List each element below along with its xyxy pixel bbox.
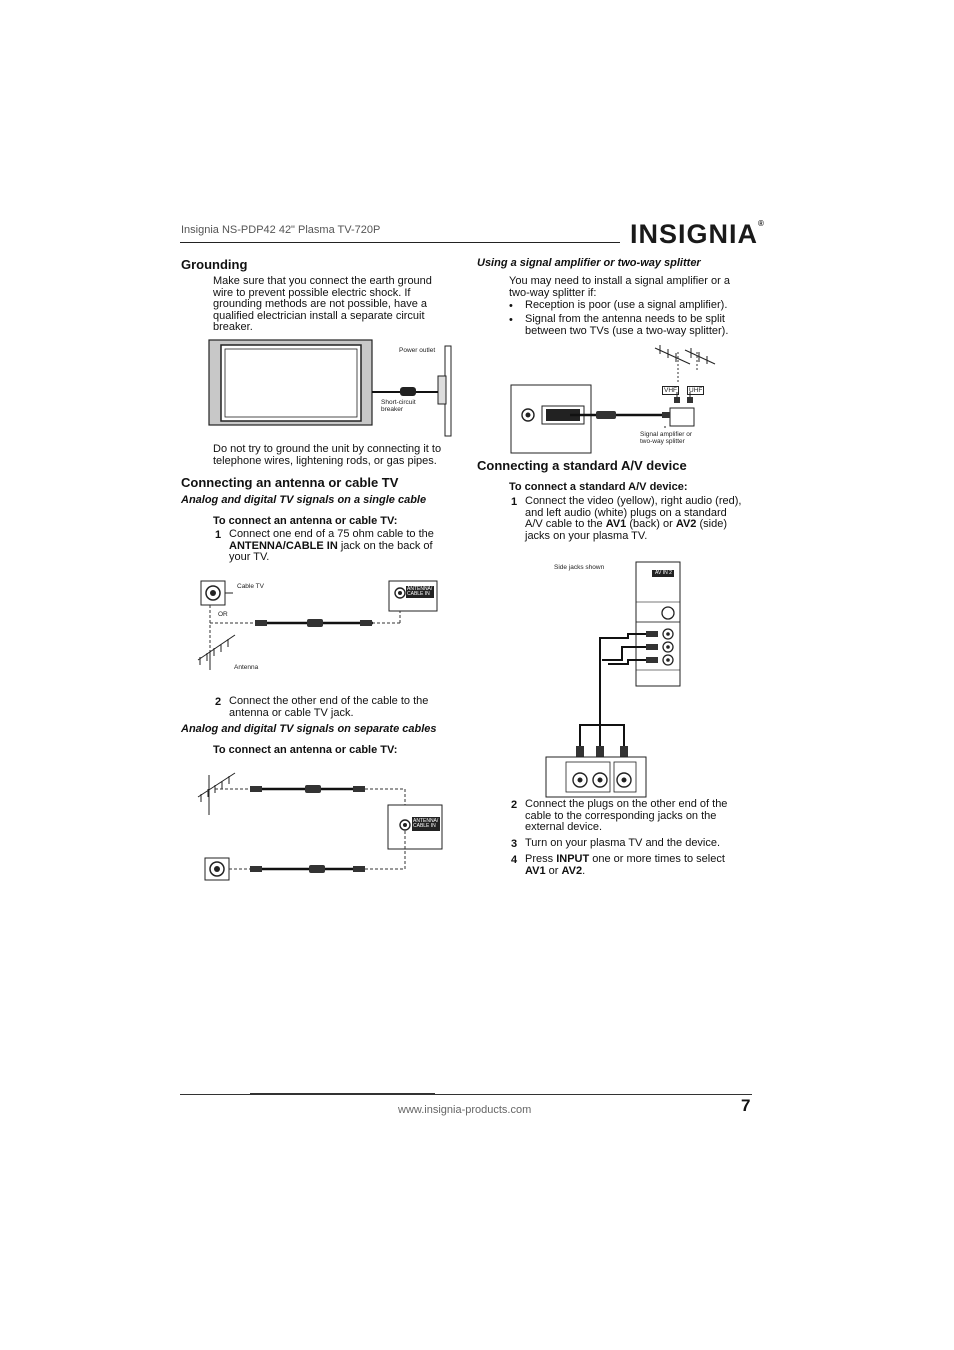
vhf-label: VHF [664, 387, 677, 394]
antenna-heading: Connecting an antenna or cable TV [181, 475, 399, 490]
splitter-intro: You may need to install a signal amplifier or a two-way splitter if: [509, 275, 730, 299]
separate-cables-heading: Analog and digital TV signals on separate cables [181, 723, 437, 735]
breaker-label: Short-circuit breaker [381, 399, 416, 413]
antenna-jack-label-2: ANTENNA/ CABLE IN [413, 818, 439, 829]
step-number: 1 [511, 496, 518, 508]
separate-cables-diagram [195, 765, 445, 885]
av-step-4: Press INPUT one or more times to select AV1 or AV2. [525, 853, 725, 877]
splitter-bullet-1: Reception is poor (use a signal amplifier). [525, 299, 728, 311]
step-number: 2 [511, 799, 518, 811]
bullet-mark: • [509, 300, 513, 312]
amplifier-label: Signal amplifier or two-way splitter [640, 431, 693, 445]
step-number: 3 [511, 838, 518, 850]
grounding-paragraph: Make sure that you connect the earth ground wire to prevent possible electric shock. If grounding methods are not possible, have a qualified electrician install a separate circuit breaker. [213, 275, 432, 334]
to-connect-antenna-label-2: To connect an antenna or cable TV: [213, 744, 398, 756]
grounding-warning: Do not try to ground the unit by connecting it to telephone wires, lightening rods, or gas pipes. [213, 443, 442, 467]
av-connection-diagram [540, 560, 690, 800]
step-number: 1 [215, 529, 222, 541]
av-step-1: Connect the video (yellow), right audio (red), and left audio (white) plugs on a standard A/V cable to the AV1 (back) or AV2 (side) jacks on your plasma TV. [525, 495, 742, 542]
cable-tv-label: Cable TV [237, 583, 264, 590]
to-connect-antenna-label: To connect an antenna or cable TV: [213, 515, 398, 527]
av-heading: Connecting a standard A/V device [477, 458, 687, 473]
footer-url: www.insignia-products.com [398, 1104, 532, 1116]
document-header-title: Insignia NS-PDP42 42" Plasma TV-720P [181, 224, 381, 236]
breaker-plug [400, 387, 416, 396]
page-number: 7 [741, 1096, 751, 1115]
or-label: OR [218, 611, 228, 618]
tv-side-panel [636, 562, 680, 686]
side-jacks-label: Side jacks shown [554, 564, 605, 571]
antenna-step-2: Connect the other end of the cable to the antenna or cable TV jack. [229, 695, 429, 719]
insignia-logo: INSIGNIA® [630, 219, 765, 249]
grounding-heading: Grounding [181, 257, 248, 272]
av-step-3: Turn on your plasma TV and the device. [525, 837, 721, 849]
power-outlet-label: Power outlet [399, 347, 436, 354]
amplifier-box [670, 408, 694, 426]
splitter-heading: Using a signal amplifier or two-way splitter [477, 257, 701, 269]
antenna-jack-label: ANTENNA/ CABLE IN [407, 586, 433, 597]
antenna-label: Antenna [234, 664, 259, 671]
footer-rule-accent [250, 1093, 435, 1095]
uhf-label: UHF [689, 387, 703, 394]
av-in-label: AV IN 2 [655, 570, 672, 576]
to-connect-av-label: To connect a standard A/V device: [509, 481, 688, 493]
tv-screen [221, 345, 361, 421]
antenna-step-1: Connect one end of a 75 ohm cable to the ANTENNA/CABLE IN jack on the back of your TV. [229, 528, 434, 564]
step-number: 4 [511, 854, 518, 866]
step-number: 2 [215, 696, 222, 708]
header-rule [180, 242, 620, 243]
bullet-mark: • [509, 314, 513, 326]
av-step-2: Connect the plugs on the other end of the cable to the corresponding jacks on the external device. [525, 798, 728, 834]
single-cable-heading: Analog and digital TV signals on a single cable [181, 494, 427, 506]
splitter-bullet-2: Signal from the antenna needs to be split between two TVs (use a two-way splitter). [525, 313, 729, 337]
